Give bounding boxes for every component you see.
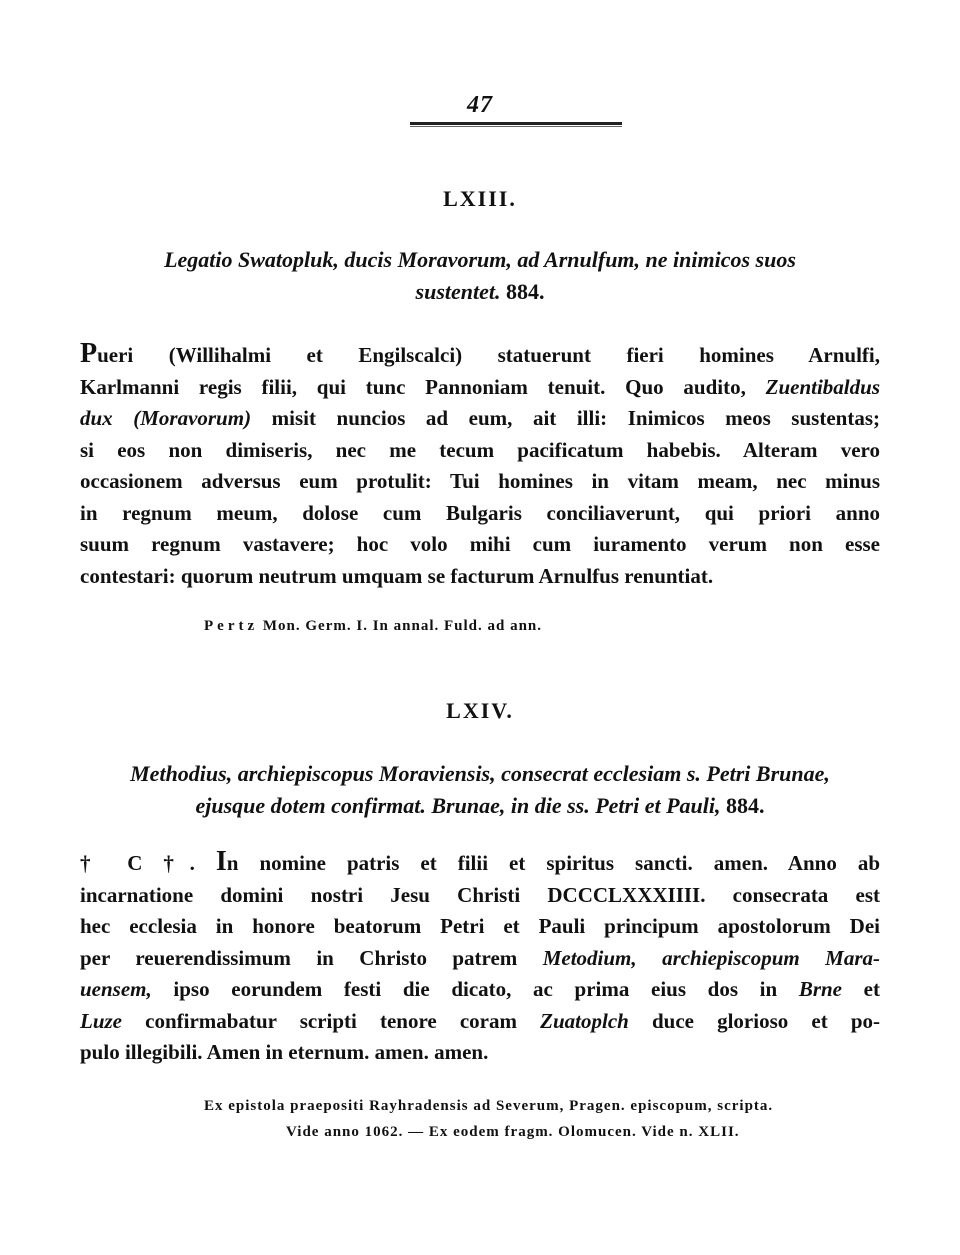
heading-63-line-1: Legatio Swatopluk, ducis Moravorum, ad Arnulfum, ne inimicos suos [164,247,796,272]
heading-63-line-2 [80,276,880,308]
heading-64-year: 884. [725,793,765,818]
document-heading-63 [80,244,880,308]
body-63-line-8: contestari: quorum neutrum umquam se facturum Arnulfus renuntiat. [80,563,714,588]
body-64-line-1: † C †. In nomine patris et filii et spiritus sancti. amen. Anno ab [80,846,881,877]
body-64-line-4: per reuerendissimum in Christo patrem Metodium, archiepiscopum Mara- [80,945,880,970]
source-note-63 [204,618,542,635]
page-number: 47 [467,92,493,118]
body-64-line-6: Luze confirmabatur scripti tenore coram Zuatoplch duce glorioso et po- [80,1008,880,1033]
cross-sign: † C †. [80,851,195,875]
source-63-author: Pertz [204,618,259,634]
heading-64-line-2-italic: ejusque dotem confirmat. Brunae, in die ss. Petri et Pauli, [195,793,721,818]
body-63-line-1: Pueri (Willihalmi et Engilscalci) statuerunt fieri homines Arnulfi, [80,338,880,369]
initial-letter-i: I [215,846,227,877]
source-note-64-line-1: Ex epistola praepositi Rayhradensis ad Severum, Pragen. episcopum, scripta. [204,1098,774,1114]
source-63-reference: Mon. Germ. I. In annal. Fuld. ad ann. [262,618,543,634]
page-number-rule [410,122,622,125]
document-number-63: LXIII. [443,186,517,211]
body-64-line-7: pulo illegibili. Amen in eternum. amen. amen. [80,1040,489,1064]
body-64-line-3: hec ecclesia in honore beatorum Petri et Pauli principum apostolorum Dei [80,914,880,938]
body-63-line-7: suum regnum vastavere; hoc volo mihi cum iuramento verum non esse [80,532,880,556]
heading-63-year: 884. [505,279,545,304]
document-body-64 [80,846,880,1069]
body-64-line-2: incarnatione domini nostri Jesu Christi DCCCLXXXIIII. consecrata est [80,882,880,907]
body-63-line-6: in regnum meum, dolose cum Bulgaris conciliaverunt, qui priori anno [80,500,880,525]
body-63-line-4: si eos non dimiseris, nec me tecum pacificatum habebis. Alteram vero [80,437,880,462]
initial-letter-p: P [80,338,98,369]
body-63-line-2: Karlmanni regis filii, qui tunc Pannoniam tenuit. Quo audito, Zuentibaldus [80,374,880,399]
heading-64-line-2 [80,790,880,822]
document-body-63 [80,338,880,592]
body-63-line-5: occasionem adversus eum protulit: Tui homines in vitam meam, nec minus [80,469,880,493]
body-63-line-3: dux (Moravorum) misit nuncios ad eum, ait illi: Inimicos meos sustentas; [80,406,880,430]
document-number-64: LXIV. [446,698,514,723]
heading-64-line-1: Methodius, archiepiscopus Moraviensis, consecrat ecclesiam s. Petri Brunae, [130,761,830,786]
heading-63-line-2-italic: sustentet. [415,279,501,304]
document-heading-64 [80,758,880,822]
source-note-64-line-2: Vide anno 1062. — Ex eodem fragm. Olomucen. Vide n. XLII. [286,1124,740,1140]
body-64-line-5: uensem, ipso eorundem festi die dicato, ac prima eius dos in Brne et [80,977,880,1001]
